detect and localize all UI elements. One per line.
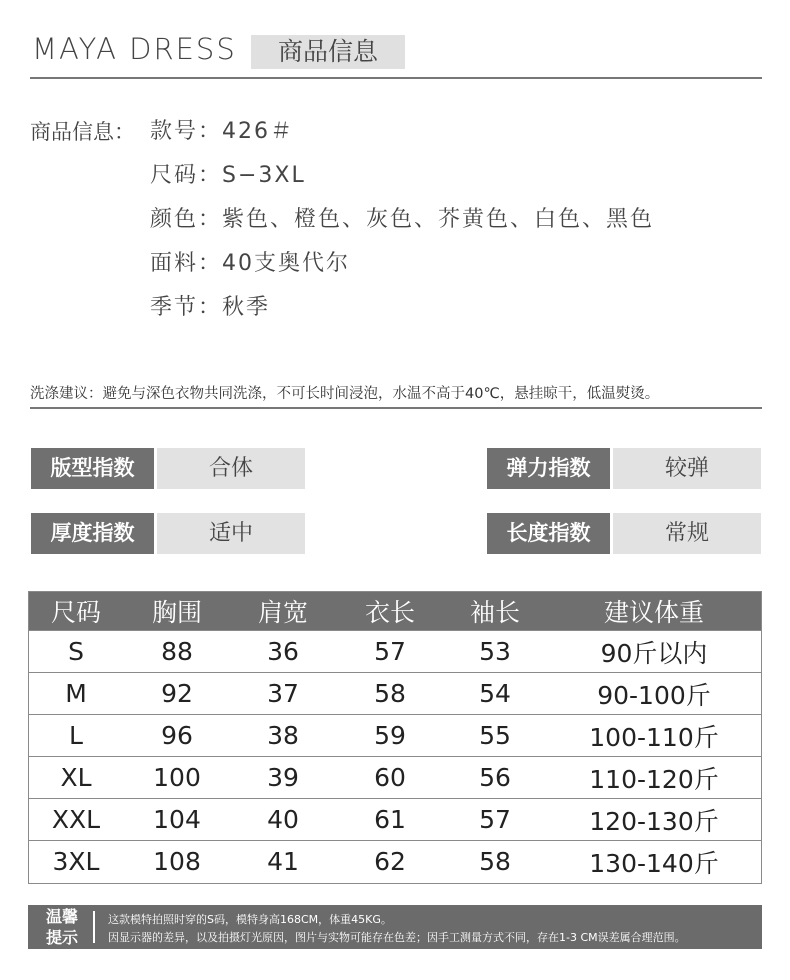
- table-cell: 41: [230, 841, 336, 883]
- table-cell: 57: [444, 799, 546, 841]
- table-cell: 36: [230, 631, 336, 673]
- table-cell: 53: [444, 631, 546, 673]
- table-cell: S: [28, 631, 124, 673]
- table-cell: 59: [336, 715, 444, 757]
- table-border: [28, 591, 762, 884]
- table-cell: 56: [444, 757, 546, 799]
- table-cell: 104: [124, 799, 230, 841]
- stretch-index-value: 较弹: [613, 448, 761, 489]
- header-weight: 建议体重: [546, 591, 762, 631]
- table-cell: 54: [444, 673, 546, 715]
- notice-title-line-2: 提示: [45, 928, 78, 947]
- table-cell: XXL: [28, 799, 124, 841]
- info-style-no: 款号：426＃: [150, 119, 294, 144]
- brand-title: MAYA DRESS: [32, 32, 237, 66]
- table-cell: XL: [28, 757, 124, 799]
- divider: [30, 77, 762, 79]
- info-label: 商品信息：: [30, 120, 135, 144]
- length-index-value: 常规: [613, 513, 761, 554]
- table-cell: 55: [444, 715, 546, 757]
- fit-index-label: 版型指数: [31, 448, 154, 489]
- table-cell: 100: [124, 757, 230, 799]
- header-size: 尺码: [28, 591, 124, 631]
- table-cell: 90-100斤: [546, 673, 762, 715]
- thickness-index-value: 适中: [157, 513, 305, 554]
- info-size: 尺码：S−3XL: [150, 163, 306, 188]
- wash-advice: 洗涤建议：避免与深色衣物共同洗涤，不可长时间浸泡，水温不高于40℃，悬挂晾干，低温熨烫。: [30, 386, 660, 402]
- thickness-index-label: 厚度指数: [31, 513, 154, 554]
- table-cell: 92: [124, 673, 230, 715]
- table-cell: 37: [230, 673, 336, 715]
- table-cell: 62: [336, 841, 444, 883]
- info-season: 季节：秋季: [150, 295, 271, 320]
- notice-line-1: 这款模特拍照时穿的S码，模特身高168CM，体重45KG。: [108, 913, 392, 926]
- table-cell: M: [28, 673, 124, 715]
- table-cell: 96: [124, 715, 230, 757]
- notice-title: [40, 906, 84, 948]
- info-color: 颜色：紫色、橙色、灰色、芥黄色、白色、黑色: [150, 207, 655, 232]
- notice-divider: [93, 911, 95, 943]
- info-fabric: 面料：40支奥代尔: [150, 251, 350, 276]
- table-cell: 58: [336, 673, 444, 715]
- notice-title-line-1: 温馨: [45, 907, 78, 926]
- table-cell: 120-130斤: [546, 799, 762, 841]
- stretch-index-label: 弹力指数: [487, 448, 610, 489]
- table-cell: 100-110斤: [546, 715, 762, 757]
- table-cell: 88: [124, 631, 230, 673]
- header-chest: 胸围: [124, 591, 230, 631]
- table-cell: 38: [230, 715, 336, 757]
- table-cell: 39: [230, 757, 336, 799]
- table-cell: 40: [230, 799, 336, 841]
- table-cell: 108: [124, 841, 230, 883]
- header-length: 衣长: [336, 591, 444, 631]
- table-cell: 60: [336, 757, 444, 799]
- header-sleeve: 袖长: [444, 591, 546, 631]
- table-cell: 57: [336, 631, 444, 673]
- table-cell: 58: [444, 841, 546, 883]
- table-cell: L: [28, 715, 124, 757]
- notice-line-2: 因显示器的差异，以及拍摄灯光原因，图片与实物可能存在色差；因手工测量方式不同，存在1-3 CM误差属合理范围。: [108, 931, 686, 944]
- table-cell: 90斤以内: [546, 631, 762, 673]
- table-cell: 110-120斤: [546, 757, 762, 799]
- fit-index-value: 合体: [157, 448, 305, 489]
- length-index-label: 长度指数: [487, 513, 610, 554]
- section-tag: 商品信息: [251, 35, 405, 69]
- table-cell: 130-140斤: [546, 841, 762, 883]
- table-cell: 3XL: [28, 841, 124, 883]
- table-cell: 61: [336, 799, 444, 841]
- divider: [30, 407, 762, 409]
- header-shoulder: 肩宽: [230, 591, 336, 631]
